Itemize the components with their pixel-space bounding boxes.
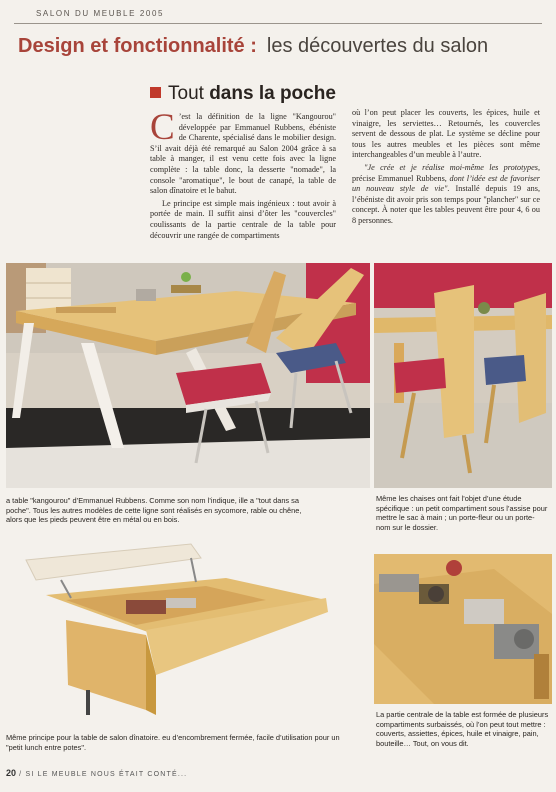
article-column-1 [150,107,336,243]
caption-chairs: Même les chaises ont fait l’objet d’une étude spécifique : un petit compartiment sous l’assise pour mettre le sac à main ; un porte-fleur ou un porte-nom sur le dossier. [376,494,548,532]
header-rule [14,23,542,24]
page-number: 20 [6,768,17,778]
section-square-icon [150,87,161,98]
photo-kangourou-table [6,263,370,488]
quote-start: "Je crée et je réalise moi-même les prototypes, [364,162,540,172]
quote-end: dont l’idée est de favoriser un nouveau style de vie". [352,173,540,194]
section-heading-bold: dans la poche [209,83,336,104]
section-heading-plain: Tout [168,83,210,104]
caption-kangourou-table: a table "kangourou" d’Emmanuel Rubbens. Comme son nom l’indique, ille a "tout dans sa poche". Tous les autres modèles de cette ligne sont réalisés en sycomore, rable ou chêne, alors que les pieds peuvent être en métal ou en bois. [6,496,302,525]
photo-chairs [374,263,552,488]
article-paragraph-4-rest: Installé depuis 19 ans, l’ébéniste dit avoir pris son temps pour "plancher" sur ce concept. À noter que les tables peuvent être pour 4, 6 ou 8 personnes. [352,184,541,225]
section-heading [150,83,336,105]
article-paragraph-3: où l’on peut placer les couverts, les épices, huile et vinaigre, les serviettes… Retournés, les couvercles servent de dessous de plat. Le système se décline pour tous les autres meubles et les pièces sont même interchangeables d’un meuble à l’autre. [352,108,540,160]
caption-compartments: La partie centrale de la table est formée de plusieurs compartiments surbaissés, où l’on peut tout mettre : couverts, assiettes, épices, huile et vinaigre, pain, bouteille… Tout, on vous dit. [376,710,549,748]
title-sub: les découvertes du salon [266,35,489,57]
article-paragraph-4 [352,163,540,227]
caption-salon-table: Même principe pour la table de salon dînatoire. eu d’encombrement fermée, facile d’utilisation pour un "petit lunch entre potes". [6,733,340,752]
drop-cap: C [150,107,175,148]
footer-running-text: / SI LE MEUBLE NOUS ÉTAIT CONTÉ... [19,771,188,778]
quote-attribution: précise Emmanuel Rubbens, [352,173,447,183]
photo-compartments [374,554,552,704]
article-paragraph-1: ’est la définition de la ligne "Kangourou" développée par Emmanuel Rubbens, ébéniste de Charente, spécialisé dans le mobilier design. S’il avait déjà été remarqué au Salon 2004 grâce à sa table à manger, il est venu cette fois avec la ligne complète : la table donc, la desserte "nomade", la console "aromatique", le bout de canapé, la table de salon dînatoire et le bahut. [150,112,336,196]
article-column-2 [352,108,540,229]
page-title [18,35,488,58]
title-main: Design et fonctionnalité : [18,35,257,57]
article-paragraph-2: Le principe est simple mais ingénieux : tout avoir à portée de main. Il suffit ainsi d’ôter les "couvercles" coulissants de la partie centrale de la table pour découvrir une rangée de compartiments [150,198,336,240]
running-head: SALON DU MEUBLE 2005 [36,9,165,18]
page-footer [6,768,187,778]
photo-salon-table [6,540,362,730]
